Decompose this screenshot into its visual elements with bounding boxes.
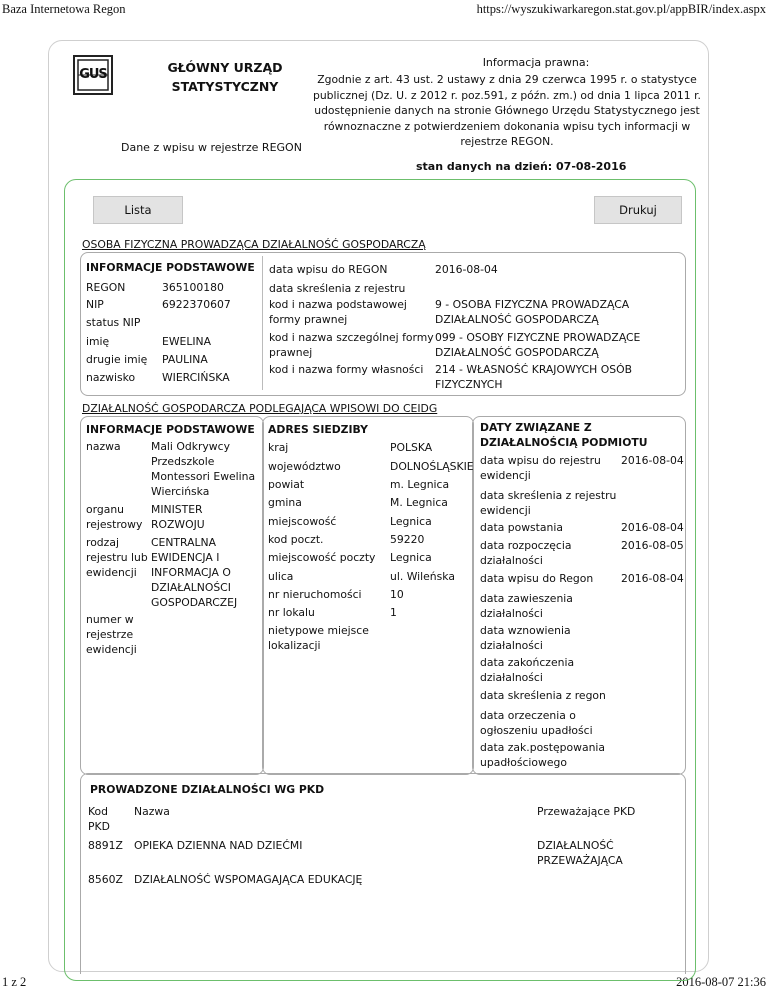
date-label: data rozpoczęcia działalności xyxy=(480,539,572,567)
address-label: miejscowość xyxy=(268,515,337,528)
address-value: 59220 xyxy=(390,533,425,546)
ownership-label: kod i nazwa formy własności xyxy=(269,363,424,376)
entry-date-label: data wpisu do REGON xyxy=(269,263,388,276)
date-value: 2016-08-04 xyxy=(621,521,684,534)
address-label: powiat xyxy=(268,478,305,491)
address-value: m. Legnica xyxy=(390,478,450,491)
date-label: data orzeczenia o ogłoszeniu upadłości xyxy=(480,709,593,737)
entry-date-value: 2016-08-04 xyxy=(435,263,498,276)
status-date: stan danych na dzień: 07-08-2016 xyxy=(416,160,627,173)
address-label: ulica xyxy=(268,570,294,583)
date-value: 2016-08-05 xyxy=(621,539,684,552)
address-value: 10 xyxy=(390,588,404,601)
browser-url: https://wyszukiwarkaregon.stat.gov.pl/appBIR/index.aspx xyxy=(476,2,766,16)
address-label: województwo xyxy=(268,460,341,473)
legal-form-label: kod i nazwa podstawowej formy prawnej xyxy=(269,298,407,326)
pkd-main: DZIAŁALNOŚĆ PRZEWAŻAJĄCA xyxy=(537,839,623,867)
surname-value: WIERCIŃSKA xyxy=(162,371,230,384)
print-button[interactable]: Drukuj xyxy=(594,196,682,224)
section1-title: OSOBA FIZYCZNA PROWADZĄCA DZIAŁALNOŚĆ GOSPODARCZĄ xyxy=(82,238,426,251)
organ-label: organu rejestrowy xyxy=(86,503,143,531)
pkd-col-main: Przeważające PKD xyxy=(537,805,636,818)
pkd-col-name: Nazwa xyxy=(134,805,170,818)
address-value: POLSKA xyxy=(390,441,433,454)
address-label: nr lokalu xyxy=(268,606,315,619)
logo-text: GUS xyxy=(79,67,107,82)
address-title: ADRES SIEDZIBY xyxy=(268,423,368,436)
date-label: data wznowienia działalności xyxy=(480,624,571,652)
register-number-label: numer w rejestrze ewidencji xyxy=(86,613,137,656)
ownership-value: 214 - WŁASNOŚĆ KRAJOWYCH OSÓB FIZYCZNYCH xyxy=(435,363,632,391)
pkd-name: OPIEKA DZIENNA NAD DZIEĆMI xyxy=(134,839,303,852)
date-label: data zak.postępowania upadłościowego xyxy=(480,741,606,769)
header-subtitle: Dane z wpisu w rejestrze REGON xyxy=(121,141,302,154)
name-value: Mali Odkrywcy Przedszkole Montessori Ewelina Wiercińska xyxy=(151,440,256,498)
basic-info-title: INFORMACJE PODSTAWOWE xyxy=(86,261,255,274)
address-label: kod poczt. xyxy=(268,533,324,546)
address-label: nr nieruchomości xyxy=(268,588,362,601)
atypical-location-label: nietypowe miejsce lokalizacji xyxy=(268,624,369,652)
print-datetime: 2016-08-07 21:36 xyxy=(676,975,766,989)
date-label: data powstania xyxy=(480,521,563,534)
date-label: data wpisu do rejestru ewidencji xyxy=(480,454,601,482)
date-value: 2016-08-04 xyxy=(621,572,684,585)
pkd-name: DZIAŁALNOŚĆ WSPOMAGAJĄCA EDUKACJĘ xyxy=(134,873,363,886)
surname-label: nazwisko xyxy=(86,371,136,384)
date-label: data skreślenia z regon xyxy=(480,689,606,702)
address-value: 1 xyxy=(390,606,397,619)
status-nip-label: status NIP xyxy=(86,316,141,329)
special-form-label: kod i nazwa szczególnej formy prawnej xyxy=(269,331,434,359)
second-name-value: PAULINA xyxy=(162,353,208,366)
special-form-value: 099 - OSOBY FIZYCZNE PROWADZĄCE DZIAŁALNOŚĆ GOSPODARCZĄ xyxy=(435,331,641,359)
legal-title: Informacja prawna: xyxy=(482,56,590,69)
date-value: 2016-08-04 xyxy=(621,454,684,467)
register-type-label: rodzaj rejestru lub ewidencji xyxy=(86,536,148,579)
legal-text: Zgodnie z art. 43 ust. 2 ustawy z dnia 29 czerwca 1995 r. o statystyce publicznej (Dz. U. z 2012 r. poz.591, z późn. zm.) od dnia 1 lipca 2011 r. udostępnienie danych na stronie Głównego Urzędu Statystycznego jest równoznaczne z potwierdzeniem dokonania wpisu tych informacji w rejestrze REGON. xyxy=(312,73,701,148)
legal-form-value: 9 - OSOBA FIZYCZNA PROWADZĄCA DZIAŁALNOŚĆ GOSPODARCZĄ xyxy=(435,298,630,326)
address-label: gmina xyxy=(268,496,302,509)
second-name-label: drugie imię xyxy=(86,353,148,366)
browser-page-title: Baza Internetowa Regon xyxy=(2,2,126,16)
address-value: ul. Wileńska xyxy=(390,570,455,583)
organ-value: MINISTER ROZWOJU xyxy=(151,503,205,531)
deletion-date-label: data skreślenia z rejestru xyxy=(269,282,406,295)
pkd-col-code: Kod PKD xyxy=(88,805,110,833)
first-name-label: imię xyxy=(86,335,110,348)
address-value: DOLNOŚLĄSKIE xyxy=(390,460,474,473)
address-value: M. Legnica xyxy=(390,496,448,509)
section1-divider xyxy=(262,256,263,390)
org-name: GŁÓWNY URZĄD STATYSTYCZNY xyxy=(167,60,283,94)
section2-title: DZIAŁALNOŚĆ GOSPODARCZA PODLEGAJĄCA WPISOWI DO CEIDG xyxy=(82,402,438,415)
pkd-code: 8560Z xyxy=(88,873,123,886)
register-type-value: CENTRALNA EWIDENCJA I INFORMACJA O DZIAŁALNOŚCI GOSPODARCZEJ xyxy=(151,536,238,609)
regon-label: REGON xyxy=(86,281,126,294)
nip-value: 6922370607 xyxy=(162,298,231,311)
date-label: data zawieszenia działalności xyxy=(480,592,573,620)
address-value: Legnica xyxy=(390,515,432,528)
list-button[interactable]: Lista xyxy=(93,196,183,224)
name-label: nazwa xyxy=(86,440,121,453)
pkd-code: 8891Z xyxy=(88,839,123,852)
gus-logo xyxy=(73,55,113,95)
section2-basic-title: INFORMACJE PODSTAWOWE xyxy=(86,423,255,436)
date-label: data wpisu do Regon xyxy=(480,572,594,585)
address-value: Legnica xyxy=(390,551,432,564)
pkd-title: PROWADZONE DZIAŁALNOŚCI WG PKD xyxy=(90,783,325,796)
nip-label: NIP xyxy=(86,298,104,311)
regon-value: 365100180 xyxy=(162,281,224,294)
address-label: miejscowość poczty xyxy=(268,551,376,564)
date-label: data zakończenia działalności xyxy=(480,656,575,684)
dates-title: DATY ZWIĄZANE Z DZIAŁALNOŚCIĄ PODMIOTU xyxy=(480,421,648,449)
first-name-value: EWELINA xyxy=(162,335,211,348)
date-label: data skreślenia z rejestru ewidencji xyxy=(480,489,617,517)
page-counter: 1 z 2 xyxy=(2,975,27,989)
address-label: kraj xyxy=(268,441,289,454)
